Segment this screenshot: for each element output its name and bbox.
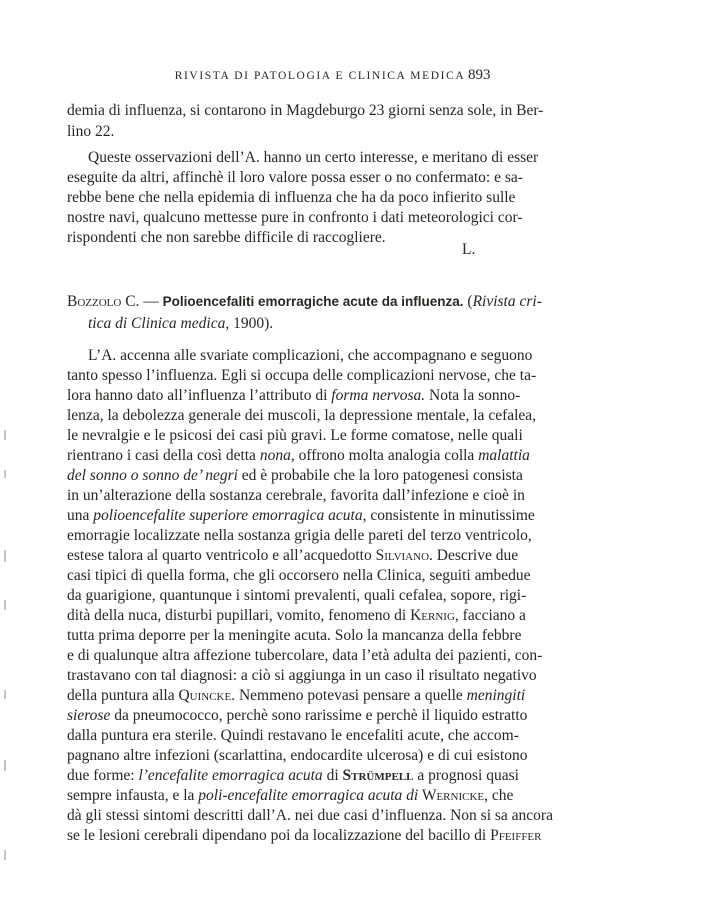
- text-line: dà gli stessi sintomi descritti dall’A. nei due casi d’influenza. Non si sa ancora: [67, 807, 553, 824]
- text-line: dalla puntura era sterile. Quindi restavano le encefaliti acute, che accom-: [67, 727, 519, 744]
- text-line: emorragie localizzate nella sostanza grigia delle pareti del terzo ventricolo,: [67, 527, 532, 544]
- text-line: eseguite da altri, affinchè il loro valore possa esser o no confermato: e sa-: [67, 169, 523, 186]
- text-line: se le lesioni cerebrali dipendano poi da localizzazione del bacillo di Pfeiffer: [67, 827, 542, 844]
- page-number: 893: [468, 67, 491, 83]
- running-head: RIVISTA DI PATOLOGIA E CLINICA MEDICA: [174, 70, 466, 82]
- text-line: del sonno o sonno de’ negri ed è probabile che la loro patogenesi consista: [67, 467, 523, 484]
- text-line: in un’alterazione della sostanza cerebrale, favorita dall’infezione e cioè in: [67, 487, 525, 504]
- text-line: nostre navi, qualcuno mettesse pure in confronto i dati meteorologici cor-: [67, 209, 523, 226]
- text-line: da guarigione, quantunque i sintomi prevalenti, quali cefalea, sopore, rigi-: [67, 587, 527, 604]
- text-line: Queste osservazioni dell’A. hanno un certo interesse, e meritano di esser: [88, 149, 539, 166]
- text-line: lora hanno dato all’influenza l’attributo di forma nervosa. Nota la sonno-: [67, 387, 521, 404]
- text-line: e di qualunque altra affezione tubercolare, data l’età adulta dei pazienti, con-: [67, 647, 543, 664]
- article-heading: Bozzolo C. — Polioencefaliti emorragiche acute da influenza. (Rivista cri-: [67, 293, 542, 310]
- text-line: estese talora al quarto ventricolo e all’acquedotto Silviano. Descrive due: [67, 547, 519, 564]
- text-line: tanto spesso l’influenza. Egli si occupa delle complicazioni nervose, che ta-: [67, 367, 537, 384]
- text-line: sierose da pneumococco, perchè sono rarissime e perchè il liquido estratto: [67, 707, 528, 724]
- text-line: rientrano i casi della così detta nona, offrono molta analogia colla malattia: [67, 447, 530, 464]
- margin-binding-marks: [4, 430, 10, 890]
- text-line: rebbe bene che nella epidemia di influenza che ha da poco infierito sulle: [67, 189, 516, 206]
- article-source-line: tica di Clinica medica, 1900).: [88, 315, 274, 332]
- text-line: lino 22.: [67, 123, 115, 140]
- reviewer-signature: L.: [462, 241, 476, 258]
- article-author: Bozzolo C.: [67, 293, 140, 310]
- text-line: le nevralgie e le psicosi dei casi più gravi. Le forme comatose, nelle quali: [67, 427, 523, 444]
- text-line: tutta prima deporre per la meningite acuta. Solo la mancanza della febbre: [67, 627, 522, 644]
- text-line: dità della nuca, disturbi pupillari, vomito, fenomeno di Kernig, facciano a: [67, 607, 526, 624]
- text-line: trastavano con tal diagnosi: a ciò si aggiunga in un caso il risultato negativo: [67, 667, 537, 684]
- text-line: demia di influenza, si contarono in Magdeburgo 23 giorni senza sole, in Ber-: [67, 102, 544, 119]
- text-line: lenza, la debolezza generale dei muscoli, la depressione mentale, la cefalea,: [67, 407, 537, 424]
- text-line: L’A. accenna alle svariate complicazioni, che accompagnano e seguono: [88, 347, 533, 364]
- article-year: 1900).: [229, 315, 274, 332]
- article-source: Rivista cri-: [472, 293, 542, 310]
- article-title: Polioencefaliti emorragiche acute da influenza.: [162, 294, 464, 309]
- text-line: sempre infausta, e la poli-encefalite emorragica acuta di Wernicke, che: [67, 787, 514, 804]
- text-line: casi tipici di quella forma, che gli occorsero nella Clinica, seguiti ambedue: [67, 567, 531, 584]
- text-line: due forme: l’encefalite emorragica acuta di Strümpell a prognosi quasi: [67, 767, 519, 784]
- text-line: rispondenti che non sarebbe difficile di raccogliere.: [67, 229, 386, 246]
- text-line: una polioencefalite superiore emorragica acuta, consistente in minutissime: [67, 507, 535, 524]
- text-line: della puntura alla Quincke. Nemmeno potevasi pensare a quelle meningiti: [67, 687, 526, 704]
- text-line: pagnano altre infezioni (scarlattina, endocardite ulcerosa) e di cui esistono: [67, 747, 528, 764]
